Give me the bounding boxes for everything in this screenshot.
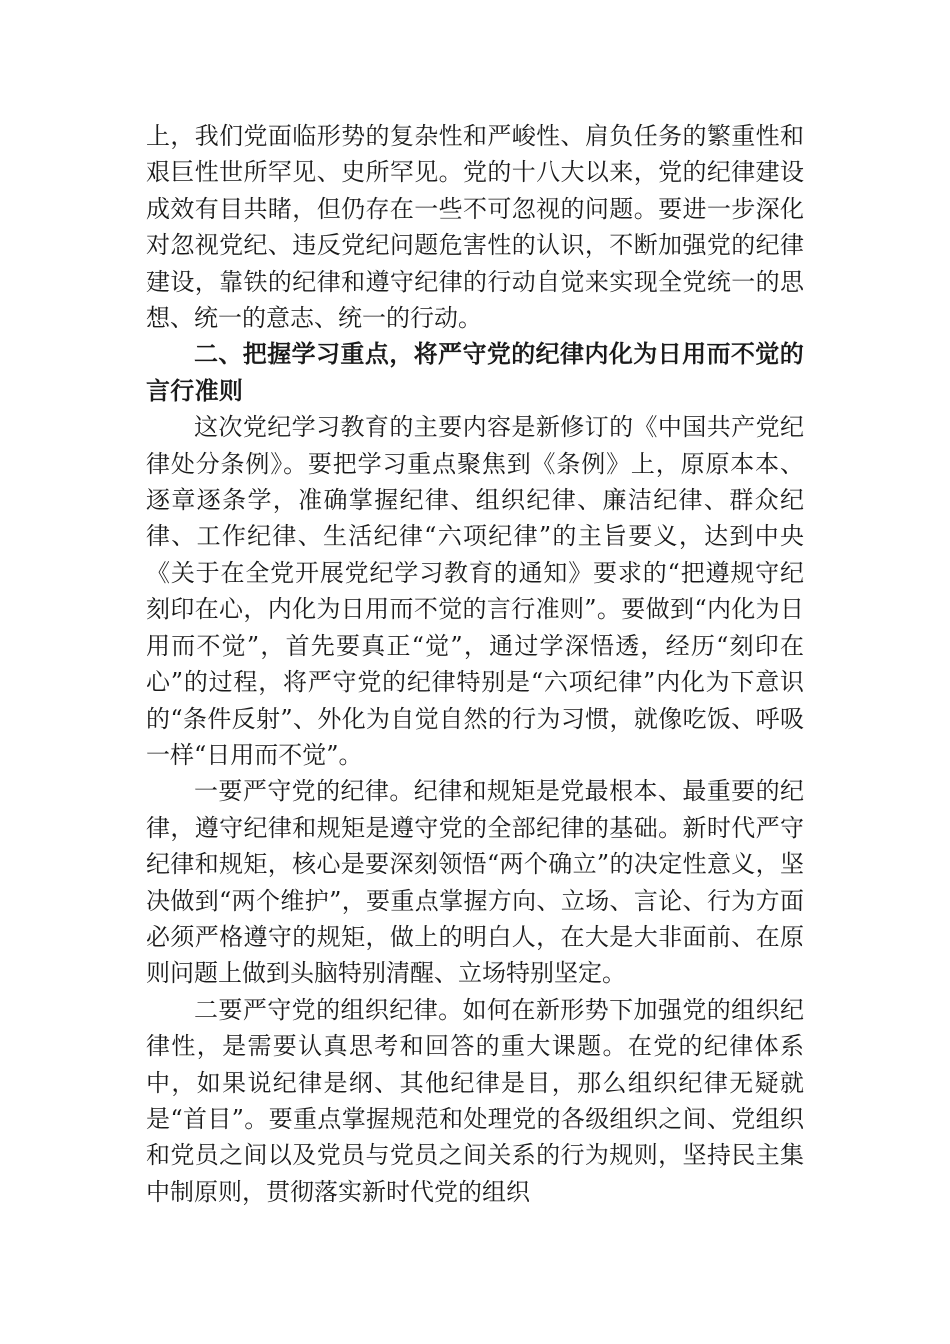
document-page [146, 118, 804, 1210]
paragraph-first-discipline: 一要严守党的纪律。纪律和规矩是党最根本、最重要的纪律，遵守纪律和规矩是遵守党的全部纪律的基础。新时代严守纪律和规矩，核心是要深刻领悟“两个确立”的决定性意义，坚决做到“两个维护”，要重点掌握方向、立场、言论、行为方面必须严格遵守的规矩，做上的明白人，在大是大非面前、在原则问题上做到头脑特别清醒、立场特别坚定。 [146, 777, 804, 988]
paragraph-study-content: 这次党纪学习教育的主要内容是新修订的《中国共产党纪律处分条例》。要把学习重点聚焦到《条例》上，原原本本、逐章逐条学，准确掌握纪律、组织纪律、廉洁纪律、群众纪律、工作纪律、生活纪律“六项纪律”的主旨要义，达到中央《关于在全党开展党纪学习教育的通知》要求的“把遵规守纪刻印在心，内化为日用而不觉的言行准则”。要做到“内化为日用而不觉”，首先要真正“觉”，通过学深悟透，经历“刻印在心”的过程，将严守党的纪律特别是“六项纪律”内化为下意识的“条件反射”、外化为自觉自然的行为习惯，就像吃饭、呼吸一样“日用而不觉”。 [146, 413, 804, 769]
paragraph-continued: 上，我们党面临形势的复杂性和严峻性、肩负任务的繁重性和艰巨性世所罕见、史所罕见。党的十八大以来，党的纪律建设成效有目共睹，但仍存在一些不可忽视的问题。要进一步深化对忽视党纪、违反党纪问题危害性的认识，不断加强党的纪律建设，靠铁的纪律和遵守纪律的行动自觉来实现全党统一的思想、统一的意志、统一的行动。 [146, 122, 804, 333]
paragraph-organization-discipline: 二要严守党的组织纪律。如何在新形势下加强党的组织纪律性，是需要认真思考和回答的重大课题。在党的纪律体系中，如果说纪律是纲、其他纪律是目，那么组织纪律无疑就是“首目”。要重点掌握规范和处理党的各级组织之间、党组织和党员之间以及党员与党员之间关系的行为规则，坚持民主集中制原则，贯彻落实新时代党的组织 [146, 995, 804, 1206]
section-heading: 二、把握学习重点，将严守党的纪律内化为日用而不觉的言行准则 [146, 340, 804, 405]
